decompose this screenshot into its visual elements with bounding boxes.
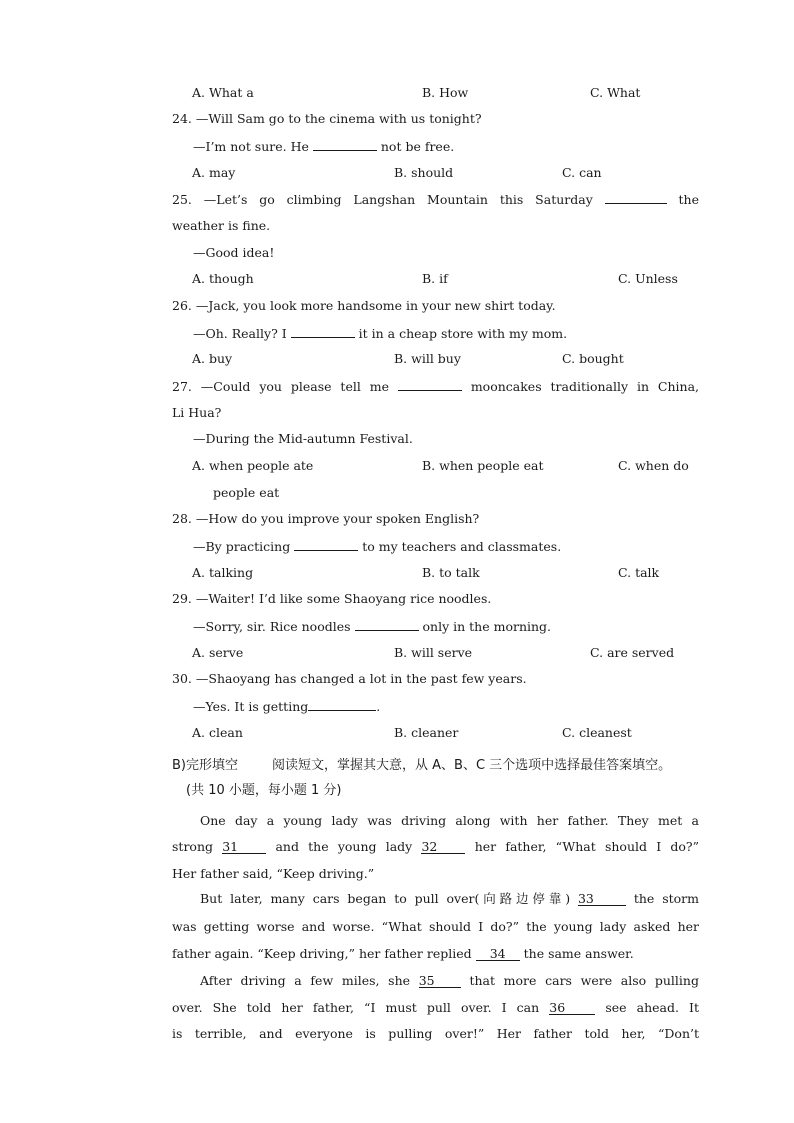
q30-options	[192, 725, 702, 741]
q28-options	[192, 565, 702, 581]
q25-option-c[interactable]: C. Unless	[618, 271, 678, 286]
q29-option-a[interactable]: A. serve	[192, 645, 244, 660]
q27-number: 27.	[172, 379, 192, 394]
q30-line2-pre: —Yes. It is getting	[193, 699, 309, 714]
q28-line2	[193, 538, 561, 555]
q26-number: 26.	[172, 298, 192, 313]
q26-line2-post: it in a cheap store with my mom.	[358, 326, 568, 341]
q24-answer-blank[interactable]	[313, 138, 377, 151]
q28-line1: —How do you improve your spoken English?	[195, 511, 480, 526]
q28-option-b[interactable]: B. to talk	[422, 565, 480, 580]
cloze-p1-line1: One day a young lady was driving along with her father. They met a	[200, 813, 699, 828]
cloze-instruction: 阅读短文，掌握其大意，从 A、B、C 三个选项中选择最佳答案填空。	[272, 758, 672, 773]
q25-option-a[interactable]: A. though	[192, 271, 254, 286]
q27-option-c-cont: people eat	[213, 485, 280, 500]
q27-line1-pre: —Could you please tell me	[200, 379, 389, 394]
q24-number: 24.	[172, 111, 192, 126]
q30-line2-post: .	[376, 699, 381, 714]
q27-answer-blank[interactable]	[398, 378, 462, 391]
q23-options	[192, 85, 702, 101]
q25-number: 25.	[172, 192, 192, 207]
q24-line2-pre: —I’m not sure. He	[193, 139, 309, 154]
cloze-section-header	[172, 757, 671, 775]
q27-line3: —During the Mid-autumn Festival.	[193, 431, 413, 446]
q25-line3: —Good idea!	[193, 245, 275, 260]
q29-line2-post: only in the morning.	[422, 619, 552, 634]
cloze-text: strong	[172, 839, 213, 854]
q29-line1: —Waiter! I’d like some Shaoyang rice noodles.	[195, 591, 492, 606]
q26-option-a[interactable]: A. buy	[192, 351, 233, 366]
q23-option-a[interactable]: A. What a	[192, 85, 254, 100]
q27-option-c[interactable]: C. when do	[618, 458, 689, 473]
cloze-blank-32[interactable]: 32	[421, 840, 465, 854]
q27-option-b[interactable]: B. when people eat	[422, 458, 544, 473]
q29-stem	[172, 591, 491, 607]
cloze-text: that more cars were also pulling	[469, 973, 699, 988]
q23-option-c[interactable]: C. What	[590, 85, 641, 100]
cloze-p3-line3: is terrible, and everyone is pulling over!” Her father told her, “Don’t	[172, 1026, 699, 1041]
q29-option-c[interactable]: C. are served	[590, 645, 675, 660]
q30-option-b[interactable]: B. cleaner	[394, 725, 459, 740]
cloze-p1-line2	[172, 839, 699, 855]
q28-line2-post: to my teachers and classmates.	[362, 539, 562, 554]
q24-line2-post: not be free.	[380, 139, 455, 154]
q24-option-b[interactable]: B. should	[394, 165, 454, 180]
q29-line2-pre: —Sorry, sir. Rice noodles	[193, 619, 351, 634]
q28-option-a[interactable]: A. talking	[192, 565, 254, 580]
q26-line2	[193, 325, 567, 342]
cloze-text: and the young lady	[275, 839, 413, 854]
cloze-p3-line2	[172, 1000, 699, 1016]
q30-line1: —Shaoyang has changed a lot in the past few years.	[195, 671, 527, 686]
cloze-blank-33[interactable]: 33	[578, 892, 626, 906]
q25-options	[192, 271, 702, 287]
cloze-p1-line3: Her father said, “Keep driving.”	[172, 866, 375, 881]
q24-option-a[interactable]: A. may	[192, 165, 236, 180]
q27-line2: Li Hua?	[172, 405, 222, 420]
q26-options	[192, 351, 702, 367]
cloze-text: over. She told her father, “I must pull over. I can	[172, 1000, 540, 1015]
cloze-blank-31[interactable]: 31	[222, 840, 266, 854]
cloze-note: (共 10 小题，每小题 1 分)	[186, 783, 342, 798]
q25-line1-post: the	[678, 192, 700, 207]
cloze-heading: B)完形填空	[172, 758, 238, 773]
q30-answer-blank[interactable]	[308, 698, 376, 711]
cloze-text: But later, many cars began to pull over(向路边停靠)	[200, 891, 571, 906]
q23-option-b[interactable]: B. How	[422, 85, 469, 100]
q28-line2-pre: —By practicing	[193, 539, 291, 554]
q29-number: 29.	[172, 591, 192, 606]
cloze-text: the storm	[633, 891, 699, 906]
q26-line1: —Jack, you look more handsome in your new shirt today.	[195, 298, 556, 313]
q24-options	[192, 165, 702, 181]
q28-number: 28.	[172, 511, 192, 526]
q27-line1-post: mooncakes traditionally in China,	[470, 379, 699, 394]
q26-answer-blank[interactable]	[291, 325, 355, 338]
cloze-text: the same answer.	[523, 946, 634, 961]
cloze-text: father again. “Keep driving,” her father replied	[172, 946, 472, 961]
q28-option-c[interactable]: C. talk	[618, 565, 660, 580]
q25-line1-pre: —Let’s go climbing Langshan Mountain this Saturday	[203, 192, 593, 207]
q24-line2	[193, 138, 454, 155]
q26-line2-pre: —Oh. Really? I	[193, 326, 287, 341]
cloze-p3-line1	[200, 973, 699, 989]
q26-option-b[interactable]: B. will buy	[394, 351, 461, 366]
q26-option-c[interactable]: C. bought	[562, 351, 624, 366]
q25-option-b[interactable]: B. if	[422, 271, 448, 286]
q27-options	[192, 458, 702, 474]
cloze-p2-line2: was getting worse and worse. “What should I do?” the young lady asked her	[172, 919, 699, 934]
q29-answer-blank[interactable]	[355, 618, 419, 631]
cloze-blank-36[interactable]: 36	[549, 1001, 595, 1015]
cloze-text: see ahead. It	[605, 1000, 699, 1015]
q29-option-b[interactable]: B. will serve	[394, 645, 473, 660]
q29-line2	[193, 618, 551, 635]
cloze-blank-35[interactable]: 35	[419, 974, 461, 988]
q30-stem	[172, 671, 527, 687]
q30-number: 30.	[172, 671, 192, 686]
cloze-blank-34[interactable]: 34	[476, 947, 520, 961]
q27-option-a[interactable]: A. when people ate	[192, 458, 314, 473]
q24-option-c[interactable]: C. can	[562, 165, 602, 180]
q28-answer-blank[interactable]	[294, 538, 358, 551]
q30-option-c[interactable]: C. cleanest	[562, 725, 632, 740]
cloze-text: After driving a few miles, she	[200, 973, 411, 988]
cloze-text: her father, “What should I do?”	[474, 839, 699, 854]
q25-line2: weather is fine.	[172, 218, 271, 233]
cloze-p2-line1	[200, 891, 699, 907]
q25-answer-blank[interactable]	[605, 191, 667, 204]
q30-option-a[interactable]: A. clean	[192, 725, 243, 740]
q24-line1: —Will Sam go to the cinema with us tonight?	[195, 111, 482, 126]
q28-stem	[172, 511, 479, 527]
q29-options	[192, 645, 702, 661]
cloze-p2-line3	[172, 946, 634, 962]
q25-stem	[172, 191, 699, 208]
q24-stem	[172, 111, 482, 127]
q27-stem	[172, 378, 699, 395]
q26-stem	[172, 298, 556, 314]
q30-line2	[193, 698, 380, 715]
